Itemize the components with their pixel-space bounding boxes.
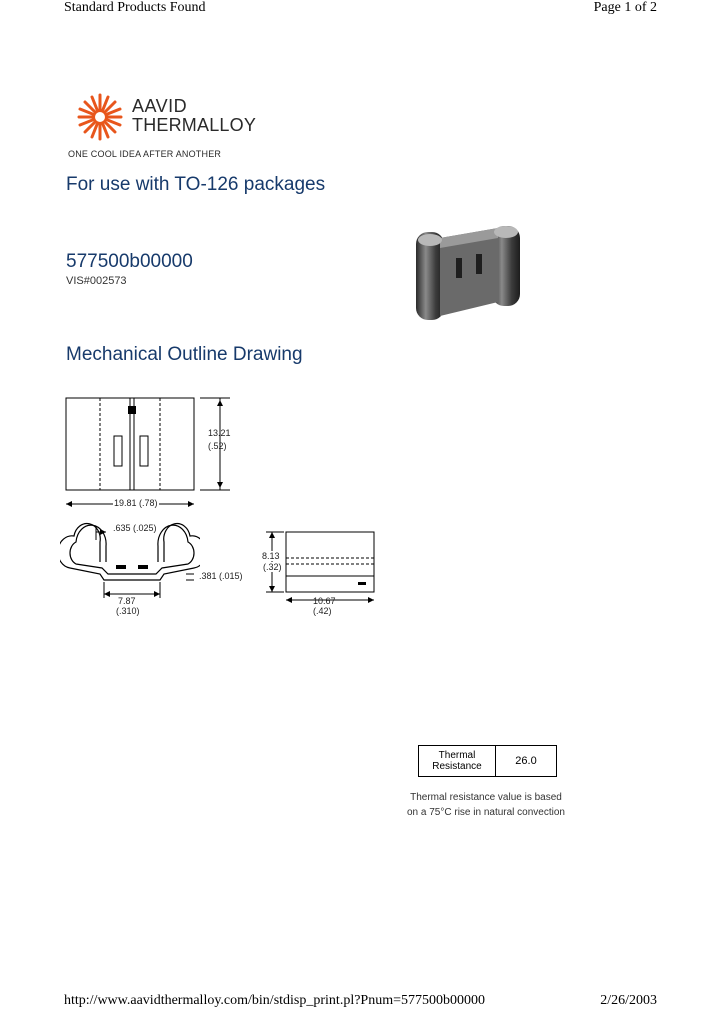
side-height-in: (.32) — [263, 562, 282, 572]
height-dim-mm: 13.21 — [208, 428, 231, 438]
slot-dim-in: (.310) — [116, 606, 140, 616]
thermal-label-line-2: Resistance — [432, 761, 482, 772]
header-title: Standard Products Found — [64, 0, 206, 15]
logo-line-2: THERMALLOY — [132, 115, 257, 135]
thermal-resistance-table — [418, 745, 557, 777]
footer-date: 2/26/2003 — [600, 993, 657, 1008]
page-number: Page 1 of 2 — [593, 0, 657, 15]
part-number: 577500b00000 — [66, 251, 193, 272]
starburst-logo-icon — [76, 92, 124, 142]
company-logo — [68, 92, 266, 164]
thermal-note-line-1: Thermal resistance value is based — [410, 792, 562, 803]
vis-number: VIS#002573 — [66, 275, 127, 287]
side-width-in: (.42) — [313, 606, 332, 616]
side-height-mm: 8.13 — [262, 551, 280, 561]
height-dim-in: (.52) — [208, 441, 227, 451]
thermal-label-line-1: Thermal — [438, 750, 476, 761]
logo-tagline: ONE COOL IDEA AFTER ANOTHER — [68, 149, 222, 159]
thermal-value: 26.0 — [496, 746, 557, 777]
thermal-note-line-2: on a 75°C rise in natural convection — [407, 807, 565, 818]
logo-line-1: AAVID — [132, 96, 188, 116]
thermal-label-cell — [419, 746, 496, 777]
width-dim: 19.81 (.78) — [114, 498, 158, 508]
thickness-dim: .381 (.015) — [199, 571, 243, 581]
thermal-note — [386, 790, 586, 820]
gap-dim: .635 (.025) — [113, 523, 157, 533]
footer-url: http://www.aavidthermalloy.com/bin/stdisp_print.pl?Pnum=577500b00000 — [64, 993, 485, 1008]
package-heading: For use with TO-126 packages — [66, 174, 326, 195]
product-photo — [412, 218, 524, 326]
side-width-mm: 10.67 — [313, 596, 336, 606]
drawing-section-title: Mechanical Outline Drawing — [66, 344, 303, 365]
slot-dim-mm: 7.87 — [118, 596, 136, 606]
